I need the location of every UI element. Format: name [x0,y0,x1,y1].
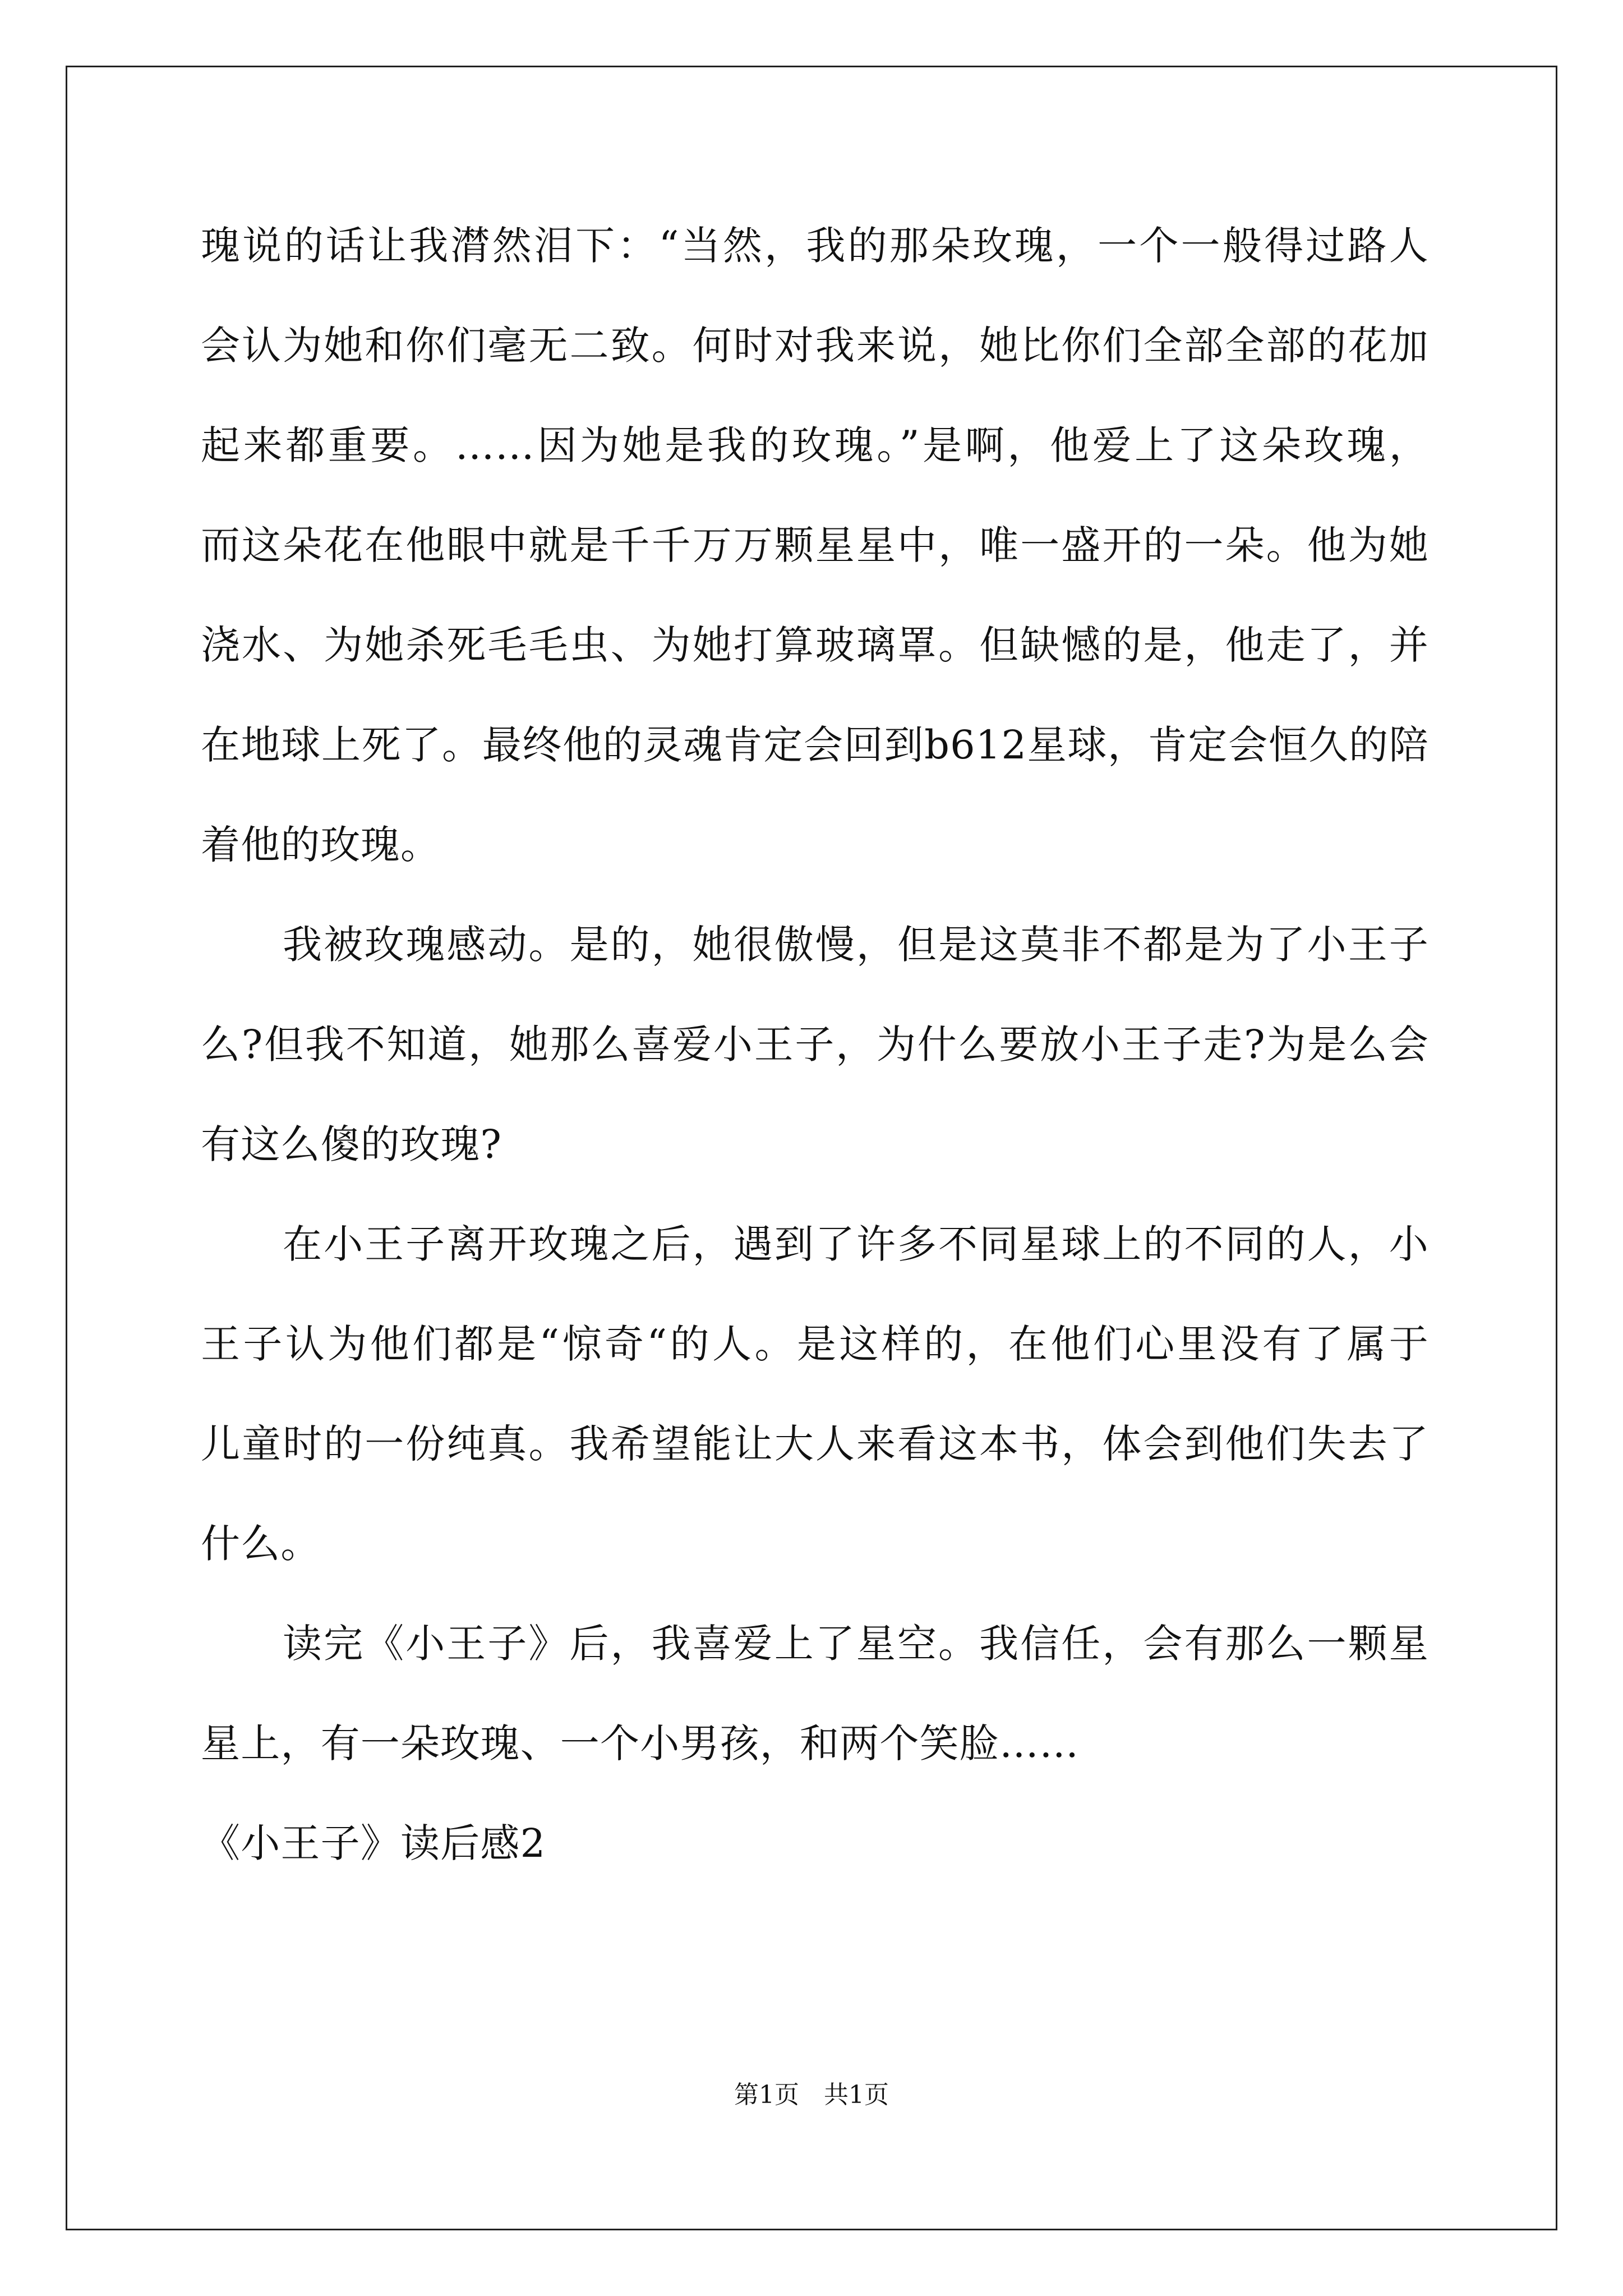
paragraph-first-line: 读完《小王子》后，我喜爱上了星空。我信任，会有那么一颗星 [283,1621,1429,1667]
text-line: 着他的玫瑰。 [201,822,441,868]
paragraph-first-line: 我被玫瑰感动。是的，她很傲慢，但是这莫非不都是为了小王子 [283,922,1429,968]
page-footer: 第1页 共1页 [734,2081,889,2109]
text-line: 什么。 [201,1521,321,1567]
text-line: 在地球上死了。最终他的灵魂肯定会回到b612星球，肯定会恒久的陪 [201,722,1429,768]
document-body [201,212,1429,1910]
paragraph-first-line: 在小王子离开玫瑰之后，遇到了许多不同星球上的不同的人，小 [283,1221,1429,1267]
text-line: 浇水、为她杀死毛毛虫、为她打算玻璃罩。但缺憾的是，他走了，并 [201,622,1429,668]
text-line: 而这朵花在他眼中就是千千万万颗星星中，唯一盛开的一朵。他为她 [201,522,1429,568]
section-heading: 《小王子》读后感2 [201,1820,546,1866]
text-line: 有这么傻的玫瑰? [201,1121,502,1167]
text-line: 儿童时的一份纯真。我希望能让大人来看这本书，体会到他们失去了 [201,1421,1429,1467]
text-line: 起来都重要。……因为她是我的玫瑰。”是啊，他爱上了这朵玫瑰， [201,422,1429,468]
text-line: 王子认为他们都是“惊奇“的人。是这样的，在他们心里没有了属于 [201,1321,1429,1367]
text-line: 星上，有一朵玫瑰、一个小男孩，和两个笑脸…… [201,1720,1080,1766]
text-line: 瑰说的话让我潸然泪下：“当然，我的那朵玫瑰，一个一般得过路人 [201,223,1429,269]
text-line: 么?但我不知道，她那么喜爱小王子，为什么要放小王子走?为是么会 [201,1022,1429,1068]
text-line: 会认为她和你们毫无二致。何时对我来说，她比你们全部全部的花加 [201,323,1429,369]
